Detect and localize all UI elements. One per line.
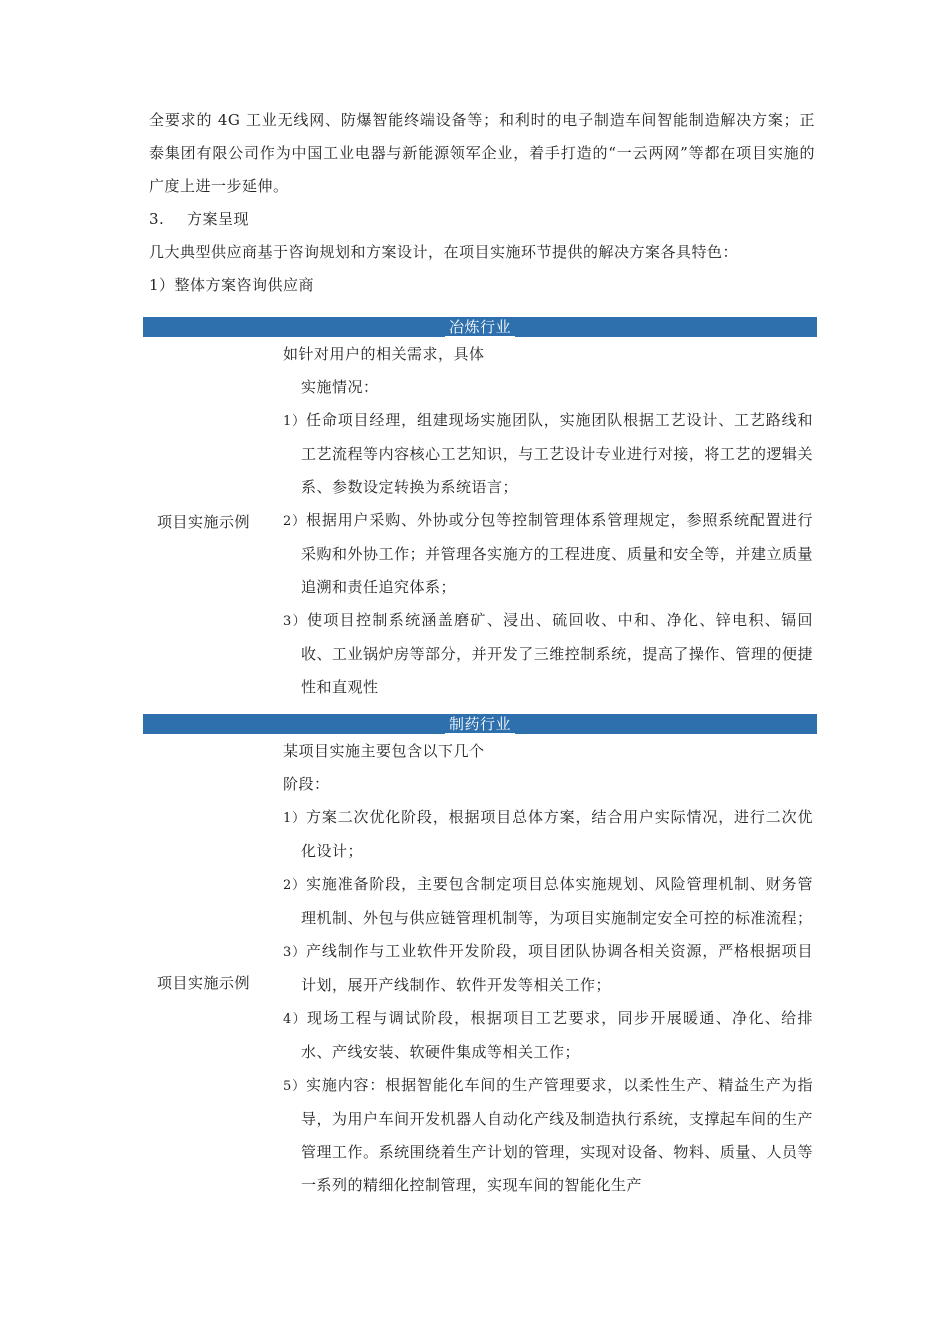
- continuation-paragraph: 全要求的 4G 工业无线网、防爆智能终端设备等；和利时的电子制造车间智能制造解决方案；正泰集团有限公司作为中国工业电器与新能源领军企业，着手打造的“一云两网”等都在项目实施的广度上进一步延伸。: [149, 111, 815, 195]
- detail-intro-cont: 阶段：: [283, 775, 330, 793]
- item-text: 实施准备阶段，主要包含制定项目总体实施规划、风险管理机制、财务管理机制、外包与供应链管理机制等，为项目实施制定安全可控的标准流程；: [301, 875, 813, 927]
- item-text: 现场工程与调试阶段，根据项目工艺要求，同步开展暖通、净化、给排水、产线安装、软硬件集成等相关工作；: [301, 1009, 813, 1061]
- item-number: 1）: [283, 811, 306, 826]
- item-number: 3）: [283, 614, 307, 629]
- item-number: 5）: [283, 1079, 306, 1094]
- row-label: 项目实施示例: [157, 513, 251, 531]
- item-number: 2）: [283, 514, 306, 529]
- table-band-pharma: [143, 714, 817, 734]
- table-band-metallurgy: [143, 317, 817, 337]
- item-number: 4）: [283, 1012, 307, 1027]
- row-label: 项目实施示例: [157, 974, 251, 992]
- item-text: 方案二次优化阶段，根据项目总体方案，结合用户实际情况，进行二次优化设计；: [301, 808, 813, 860]
- list-item: [283, 604, 813, 704]
- item-text: 实施内容：根据智能化车间的生产管理要求，以柔性生产、精益生产为指导，为用户车间开发机器人自动化产线及制造执行系统，支撑起车间的生产管理工作。系统围绕着生产计划的管理，实现对设备、物料、质量、人员等一系列的精细化控制管理，实现车间的智能化生产: [301, 1076, 813, 1194]
- list-item: [283, 801, 813, 868]
- item-text: 使项目控制系统涵盖磨矿、浸出、硫回收、中和、净化、锌电积、镉回收、工业锅炉房等部分，并开发了三维控制系统，提高了操作、管理的便捷性和直观性: [301, 611, 813, 696]
- section-number: 3.: [149, 210, 165, 228]
- list-item: [283, 1069, 813, 1202]
- detail-intro-cont: 实施情况：: [301, 378, 379, 396]
- list-item: [283, 1002, 813, 1069]
- item-number: 3）: [283, 945, 306, 960]
- item-number: 1）: [283, 414, 306, 429]
- band-title: 冶炼行业: [445, 318, 515, 337]
- item-text: 根据用户采购、外协或分包等控制管理体系管理规定，参照系统配置进行采购和外协工作；并管理各实施方的工程进度、质量和安全等，并建立质量追溯和责任追究体系；: [301, 511, 813, 596]
- detail-intro: 某项目实施主要包含以下几个: [283, 742, 485, 760]
- detail-intro: 如针对用户的相关需求，具体: [283, 345, 485, 363]
- section-title: 方案呈现: [187, 210, 250, 228]
- item-text: 任命项目经理，组建现场实施团队，实施团队根据工艺设计、工艺路线和工艺流程等内容核心工艺知识，与工艺设计专业进行对接，将工艺的逻辑关系、参数设定转换为系统语言；: [301, 411, 813, 496]
- list-item: [283, 404, 813, 504]
- subheading-consulting-supplier: 1）整体方案咨询供应商: [149, 276, 315, 294]
- table-detail-metallurgy: [283, 338, 813, 704]
- section-heading: [149, 203, 249, 236]
- item-number: 2）: [283, 878, 306, 893]
- band-title: 制药行业: [445, 715, 515, 734]
- list-item: [283, 504, 813, 604]
- table-detail-pharma: [283, 735, 813, 1202]
- intro-paragraph: 几大典型供应商基于咨询规划和方案设计，在项目实施环节提供的解决方案各具特色：: [149, 243, 739, 261]
- item-text: 产线制作与工业软件开发阶段，项目团队协调各相关资源，严格根据项目计划，展开产线制作、软件开发等相关工作；: [301, 942, 813, 994]
- list-item: [283, 868, 813, 935]
- list-item: [283, 935, 813, 1002]
